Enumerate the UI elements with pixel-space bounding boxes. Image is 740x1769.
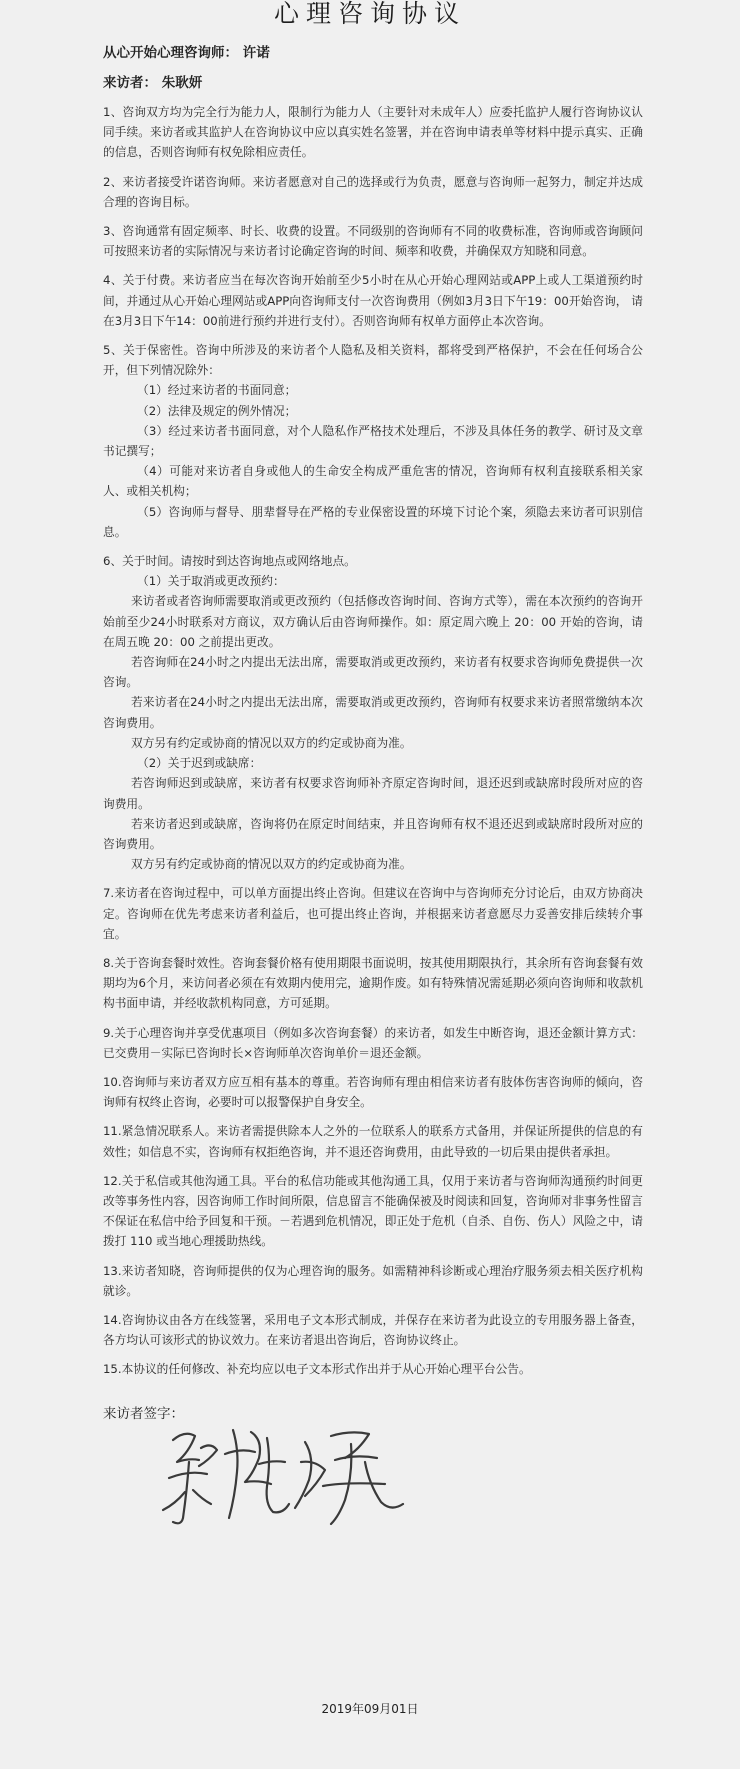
section-text: 8.关于咨询套餐时效性。咨询套餐价格有使用期限书面说明，按其使用期限执行，其余所有咨询套餐有效期均为6个月，来访问者必须在有效期内使用完，逾期作废。如有特殊情况需延期必须向咨询师和收款机构书面申请，并经收款机构同意，方可延期。 xyxy=(103,955,643,1011)
section-text: 2、来访者接受许诺咨询师。来访者愿意对自己的选择或行为负责，愿意与咨询师一起努力，制定并达成合理的咨询目标。 xyxy=(103,174,643,209)
list-item: （5）咨询师与督导、朋辈督导在严格的专业保密设置的环境下讨论个案，须隐去来访者可识别信息。 xyxy=(103,504,643,539)
section-text: 双方另有约定或协商的情况以双方的约定或协商为准。 xyxy=(131,735,412,750)
document-body xyxy=(103,42,643,1422)
section-4 xyxy=(103,270,643,331)
section-text: 13.来访者知晓，咨询师提供的仅为心理咨询的服务。如需精神科诊断或心理治疗服务须去相关医疗机构就诊。 xyxy=(103,1263,643,1298)
client-line: 来访者： 朱耿妍 xyxy=(103,75,203,91)
counselor-line: 从心开始心理咨询师： 许诺 xyxy=(103,45,270,61)
list-item: （4）可能对来访者自身或他人的生命安全构成严重危害的情况，咨询师有权利直接联系相关家人、或相关机构； xyxy=(103,464,643,499)
section-text: 1、咨询双方均为完全行为能力人，限制行为能力人（主要针对未成年人）应委托监护人履行咨询协议认同手续。来访者或其监护人在咨询协议中应以真实姓名签署，并在咨询申请表单等材料中提示真实、正确的信息，否则咨询师有权免除相应责任。 xyxy=(103,105,643,160)
section-text: 双方另有约定或协商的情况以双方的约定或协商为准。 xyxy=(131,857,412,872)
list-item: （1）经过来访者的书面同意； xyxy=(137,383,297,398)
section-text: 5、关于保密性。咨询中所涉及的来访者个人隐私及相关资料，都将受到严格保护，不会在任何场合公开，但下列情况除外： xyxy=(103,343,643,378)
section-text: 6、关于时间。请按时到达咨询地点或网络地点。 xyxy=(103,554,356,569)
section-text: 若来访者在24小时之内提出无法出席，需要取消或更改预约，咨询师有权要求来访者照常缴纳本次咨询费用。 xyxy=(103,695,643,730)
document-title: 心理咨询协议 xyxy=(273,0,466,28)
section-8 xyxy=(103,953,643,1014)
section-text: 4、关于付费。来访者应当在每次咨询开始前至少5小时在从心开始心理网站或APP上或人工渠道预约时间，并通过从心开始心理网站或APP向咨询师支付一次咨询费用（例如3月3日下午19：00开始咨询， 请在3月3日下午14：00前进行预约并进行支付）。否则咨询师有权单方面停止本次咨询。 xyxy=(103,273,643,328)
section-text: 3、咨询通常有固定频率、时长、收费的设置。不同级别的咨询师有不同的收费标准，咨询师或咨询顾问可按照来访者的实际情况与来访者讨论确定咨询的时间、频率和收费，并确保双方知晓和同意。 xyxy=(103,224,643,259)
section-text: 9.关于心理咨询并享受优惠项目（例如多次咨询套餐）的来访者，如发生中断咨询，退还金额计算方式：已交费用－实际已咨询时长×咨询师单次咨询单价＝退还金额。 xyxy=(103,1025,643,1060)
section-2 xyxy=(103,172,643,212)
section-text: 10.咨询师与来访者双方应互相有基本的尊重。若咨询师有理由相信来访者有肢体伤害咨询师的倾向，咨询师有权终止咨询，必要时可以报警保护自身安全。 xyxy=(103,1074,643,1110)
section-9 xyxy=(103,1023,643,1063)
section-text: 若咨询师迟到或缺席，来访者有权要求咨询师补齐原定咨询时间，退还迟到或缺席时段所对应的咨询费用。 xyxy=(103,776,643,811)
list-item: （2）法律及规定的例外情况； xyxy=(137,403,297,418)
section-3 xyxy=(103,221,643,261)
subsection-heading: （1）关于取消或更改预约： xyxy=(137,574,285,589)
section-text: 来访者或者咨询师需要取消或更改预约（包括修改咨询时间、咨询方式等），需在本次预约的咨询开始前至少24小时联系对方商议，双方确认后由咨询师操作。如：原定周六晚上 20：00 开始的咨询，请在周五晚 20：00 之前提出更改。 xyxy=(103,594,643,649)
section-6 xyxy=(103,551,643,874)
section-text: 14.咨询协议由各方在线签署，采用电子文本形式制成，并保存在来访者为此设立的专用服务器上备查，各方均认可该形式的协议效力。在来访者退出咨询后，咨询协议终止。 xyxy=(103,1312,643,1348)
section-12 xyxy=(103,1171,643,1252)
handwritten-signature xyxy=(155,1400,415,1540)
signature-label: 来访者签字： xyxy=(103,1405,184,1422)
section-text: 12.关于私信或其他沟通工具。平台的私信功能或其他沟通工具，仅用于来访者与咨询师沟通预约时间更改等事务性内容，因咨询师工作时间所限，信息留言不能确保被及时阅读和回复，咨询师对非事务性留言不保证在私信中给予回复和干预。－若遇到危机情况，即正处于危机（自杀、自伤、伤人）风险之中，请拨打 110 或当地心理援助热线。 xyxy=(103,1173,643,1249)
section-text: 若来访者迟到或缺席，咨询将仍在原定时间结束，并且咨询师有权不退还迟到或缺席时段所对应的咨询费用。 xyxy=(103,816,643,851)
signing-date: 2019年09月01日 xyxy=(321,1702,419,1716)
section-10 xyxy=(103,1072,643,1112)
section-text: 7.来访者在咨询过程中，可以单方面提出终止咨询。但建议在咨询中与咨询师充分讨论后，由双方协商决定。咨询师在优先考虑来访者利益后，也可提出终止咨询，并根据来访者意愿尽力妥善安排后续转介事宜。 xyxy=(103,886,643,941)
section-7 xyxy=(103,883,643,944)
section-1 xyxy=(103,102,643,163)
subsection-heading: （2）关于迟到或缺席： xyxy=(137,756,262,771)
list-item: （3）经过来访者书面同意，对个人隐私作严格技术处理后，不涉及具体任务的教学、研讨及文章书记撰写； xyxy=(103,423,643,459)
section-13 xyxy=(103,1261,643,1301)
section-11 xyxy=(103,1121,643,1161)
section-5 xyxy=(103,340,643,542)
section-text: 若咨询师在24小时之内提出无法出席，需要取消或更改预约，来访者有权要求咨询师免费提供一次咨询。 xyxy=(103,655,643,690)
section-text: 15.本协议的任何修改、补充均应以电子文本形式作出并于从心开始心理平台公告。 xyxy=(103,1362,531,1377)
section-14 xyxy=(103,1310,643,1350)
section-15 xyxy=(103,1359,643,1379)
section-text: 11.紧急情况联系人。来访者需提供除本人之外的一位联系人的联系方式备用，并保证所提供的信息的有效性；如信息不实，咨询师有权拒绝咨询，并不退还咨询费用，由此导致的一切后果由提供者承担。 xyxy=(103,1124,643,1159)
